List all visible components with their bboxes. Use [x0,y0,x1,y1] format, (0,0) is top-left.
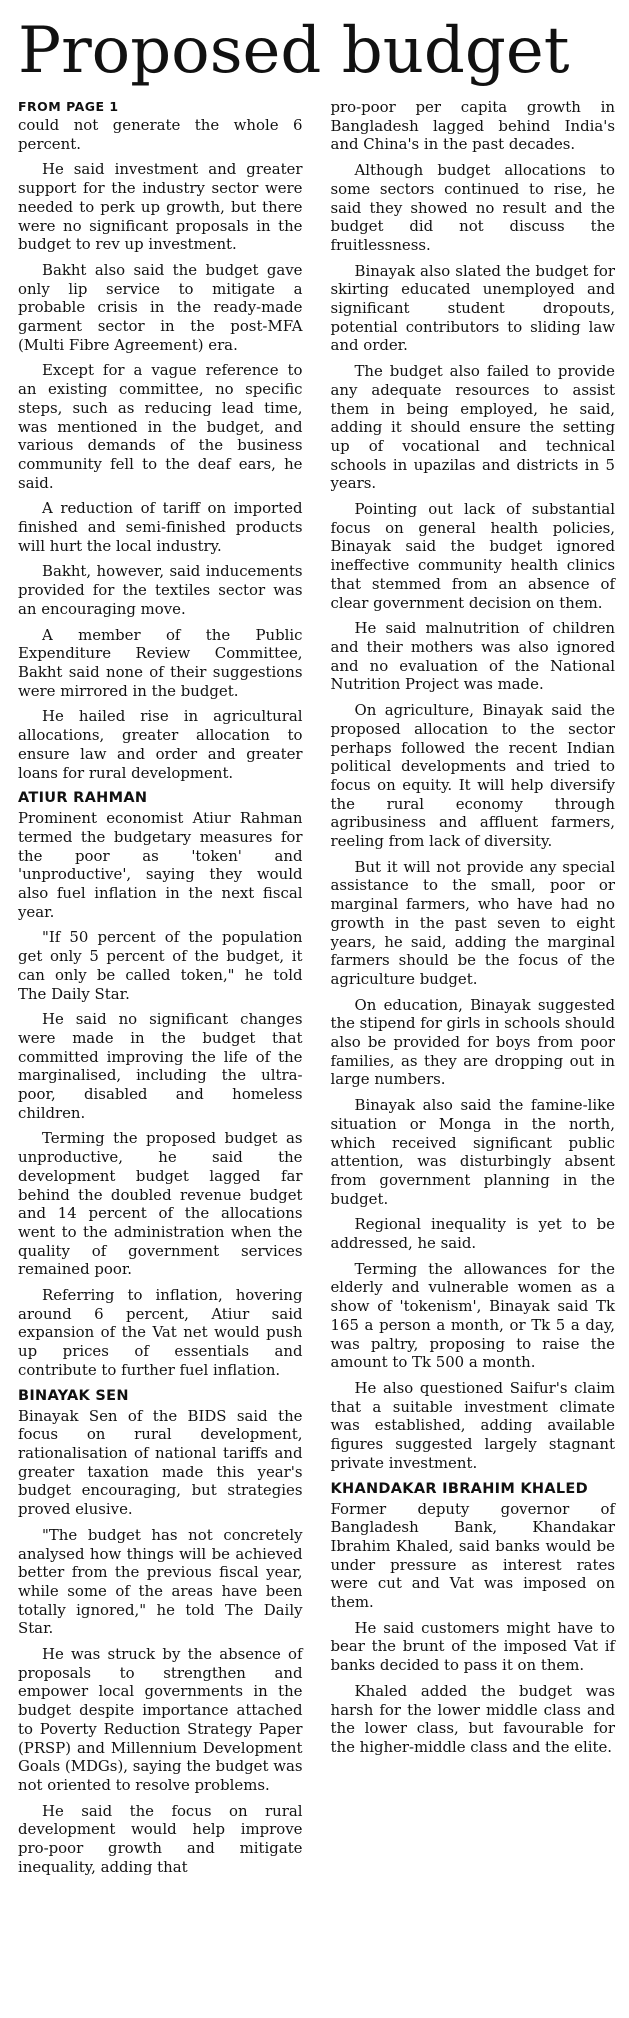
paragraph: Khaled added the budget was harsh for the lower middle class and the lower class, but favourable for the higher-middle class and the elite. [330,1681,615,1756]
paragraph: He was struck by the absence of proposals to strengthen and empower local governments in the budget despite importance attached to Poverty Reduction Strategy Paper (PRSP) and Millennium Development Goals (MDGs), saying the budget was not oriented to resolve problems. [18,1645,303,1794]
paragraph: Former deputy governor of Bangladesh Bank, Khandakar Ibrahim Khaled, said banks would be under pressure as interest rates were cut and Vat was imposed on them. [330,1499,615,1612]
paragraph: Although budget allocations to some sectors continued to rise, he said they showed no result and the budget did not discuss the fruitlessness. [330,161,615,254]
paragraph: On agriculture, Binayak said the proposed allocation to the sector perhaps followed the recent Indian political developments and tried to focus on equity. It will help diversify the rural economy through agribusiness and affluent farmers, reeling from lack of diversity. [330,701,615,851]
paragraph: He said the focus on rural development would help improve pro-poor growth and mitigate inequality, adding that [18,1801,303,1876]
paragraph: A reduction of tariff on imported finished and semi-finished products will hurt the local industry. [18,499,303,555]
paragraph: Prominent economist Atiur Rahman termed the budgetary measures for the poor as 'token' and 'unproductive', saying they would also fuel inflation in the next fiscal year. [18,809,303,921]
paragraph: He also questioned Saifur's claim that a suitable investment climate was established, adding available figures suggested largely stagnant private investment. [330,1379,615,1472]
news-page [0,6,629,2018]
kicker: FROM PAGE 1 [18,99,119,114]
headline: Proposed budget [18,14,570,88]
subhead-khandakar-ibrahim-khaled: KHANDAKAR IBRAHIM KHALED [330,1480,588,1497]
paragraph: Binayak Sen of the BIDS said the focus on rural development, rationalisation of national tariffs and greater taxation made this year's budget encouraging, but strategies proved elusive. [18,1406,303,1519]
paragraph: pro-poor per capita growth in Bangladesh lagged behind India's and China's in the past decades. [330,98,615,154]
paragraph: could not generate the whole 6 percent. [18,116,303,153]
paragraph: Referring to inflation, hovering around 6 percent, Atiur said expansion of the Vat net would push up prices of essentials and contribute to further fuel inflation. [18,1286,303,1379]
paragraph: On education, Binayak suggested the stipend for girls in schools should also be provided for boys from poor families, as they are dropping out in large numbers. [330,995,615,1089]
column-right [331,98,616,1883]
paragraph: Terming the allowances for the elderly and vulnerable women as a show of 'tokenism', Binayak said Tk 165 a person a month, or Tk 5 a day, was paltry, proposing to raise the amount to Tk 500 a month. [330,1259,615,1372]
paragraph: "If 50 percent of the population get only 5 percent of the budget, it can only be called token," he told The Daily Star. [18,928,303,1003]
paragraph: "The budget has not concretely analysed how things will be achieved better from the previous fiscal year, while some of the areas have been totally ignored," he told The Daily Star. [18,1525,303,1638]
paragraph: The budget also failed to provide any adequate resources to assist them in being employed, he said, adding it should ensure the setting up of vocational and technical schools in upazilas and districts in 5 years. [330,362,615,493]
paragraph: He said customers might have to bear the brunt of the imposed Vat if banks decided to pass it on them. [330,1618,615,1675]
paragraph: Except for a vague reference to an existing committee, no specific steps, such as reducing lead time, was mentioned in the budget, and various demands of the business community fell to the deaf ears, he said. [18,361,303,492]
paragraph: He said investment and greater support for the industry sector were needed to perk up growth, but there were no significant proposals in the budget to rev up investment. [18,160,303,254]
paragraph: But it will not provide any special assistance to the small, poor or marginal farmers, who have had no growth in the past seven to eight years, he said, adding the marginal farmers should be the focus of the agriculture budget. [330,857,615,988]
paragraph: A member of the Public Expenditure Review Committee, Bakht said none of their suggestions were mirrored in the budget. [18,625,303,700]
column-left [18,98,303,1883]
paragraph: Binayak also slated the budget for skirting educated unemployed and significant student dropouts, potential contributors to sliding law and order. [330,261,615,355]
paragraph: Bakht also said the budget gave only lip service to mitigate a probable crisis in the ready-made garment sector in the post-MFA (Multi Fibre Agreement) era. [18,260,303,354]
paragraph: Pointing out lack of substantial focus on general health policies, Binayak said the budget ignored ineffective community health clinics that stemmed from an absence of clear government decision on them. [330,500,615,612]
subhead-atiur-rahman: ATIUR RAHMAN [18,790,148,807]
article-columns [18,98,615,1883]
paragraph: Bakht, however, said inducements provided for the textiles sector was an encouraging move. [18,562,303,618]
paragraph: He said no significant changes were made in the budget that committed improving the life of the marginalised, including the ultra-poor, disabled and homeless children. [18,1010,303,1122]
paragraph: Terming the proposed budget as unproductive, he said the development budget lagged far behind the doubled revenue budget and 14 percent of the allocations went to the administration when the quality of government services remained poor. [18,1129,303,1279]
subhead-binayak-sen: BINAYAK SEN [18,1387,129,1404]
paragraph: Binayak also said the famine-like situation or Monga in the north, which received significant public attention, was disturbingly absent from government planning in the budget. [330,1096,615,1208]
paragraph: He said malnutrition of children and their mothers was also ignored and no evaluation of the National Nutrition Project was made. [330,619,615,694]
paragraph: He hailed rise in agricultural allocations, greater allocation to ensure law and order and greater loans for rural development. [18,707,303,782]
paragraph: Regional inequality is yet to be addressed, he said. [330,1215,615,1253]
